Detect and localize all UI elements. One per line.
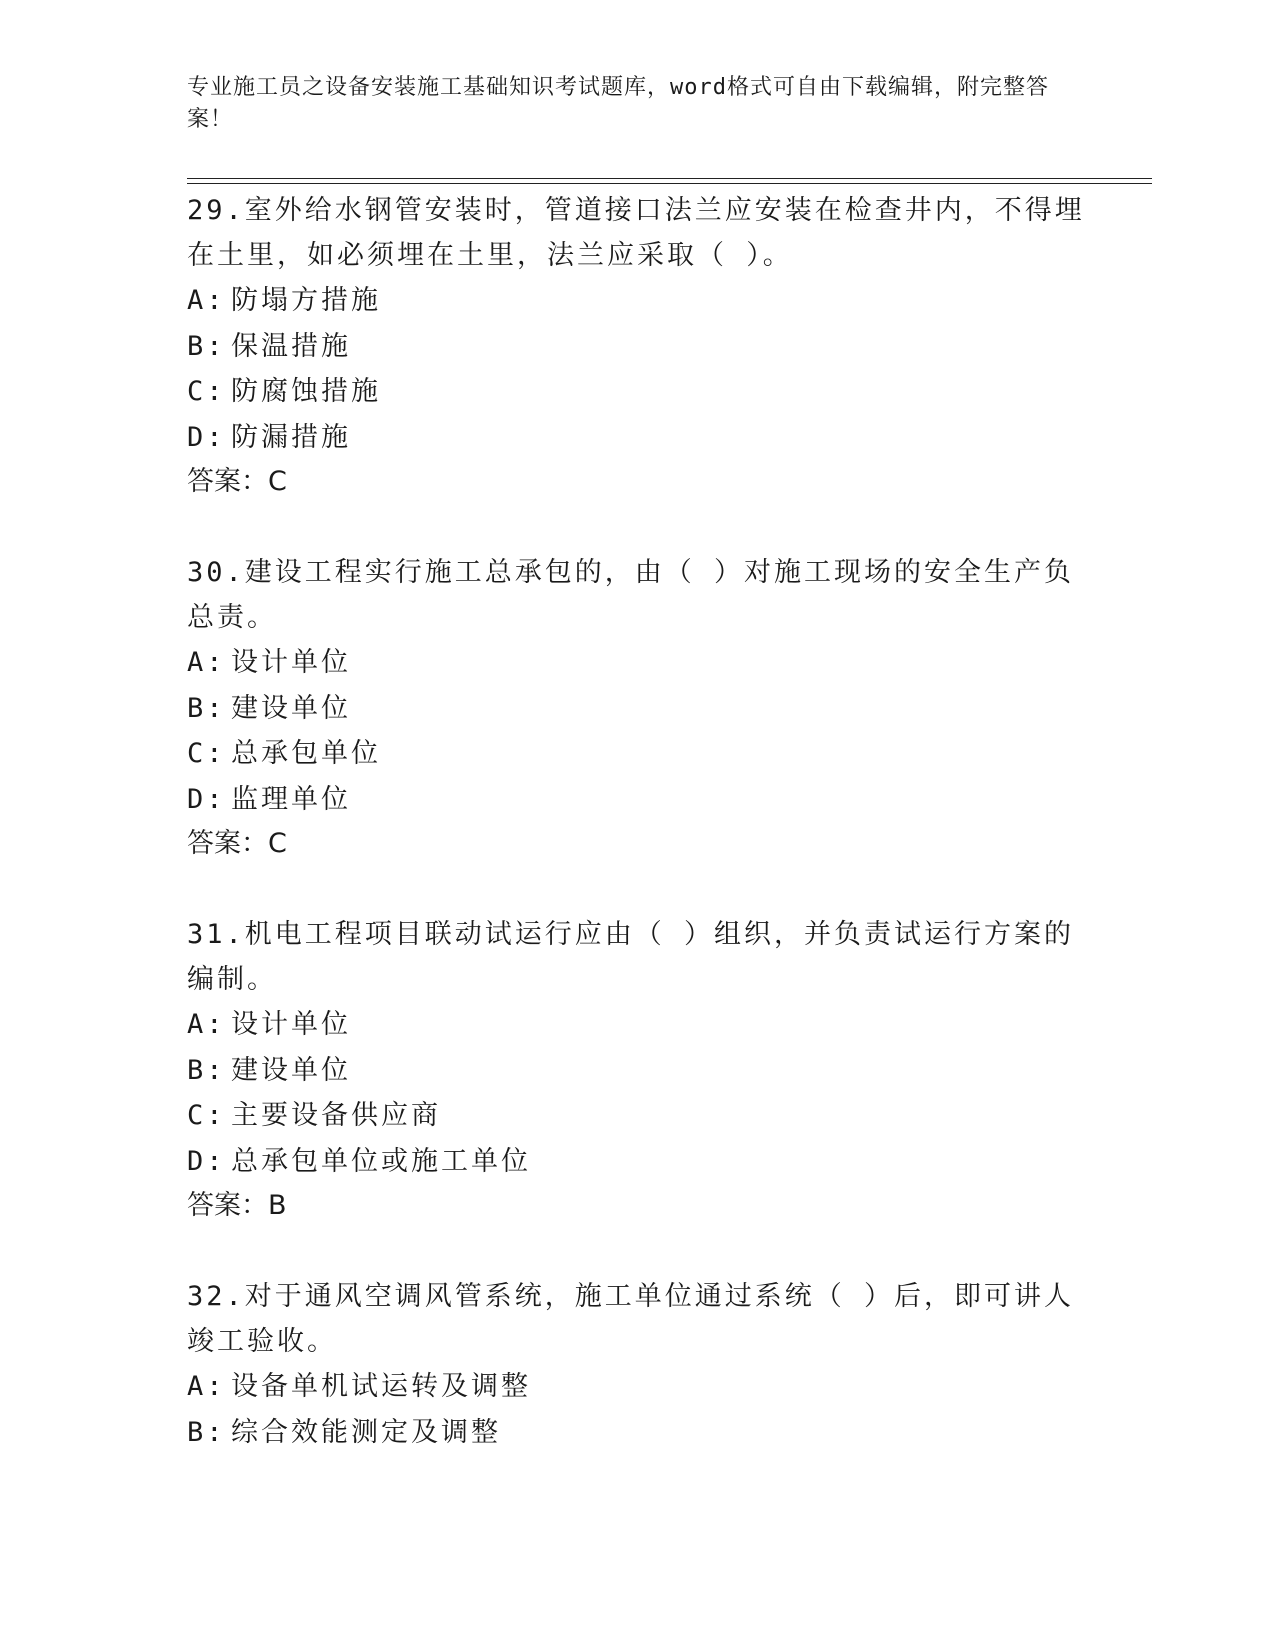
option-c (187, 369, 1087, 415)
question-text: 机电工程项目联动试运行应由（ ）组织，并负责试运行方案的编制。 (187, 919, 1075, 995)
option-key: B: (187, 1054, 226, 1086)
answer-line: 答案：B (187, 1190, 287, 1221)
answer-line: 答案：C (187, 828, 287, 859)
option-d (187, 415, 1087, 461)
option-key: A: (187, 285, 226, 316)
option-text: 总承包单位 (231, 738, 381, 769)
question-number: 32. (187, 1281, 245, 1312)
option-key: C: (187, 1100, 226, 1131)
option-key: A: (187, 1009, 226, 1040)
option-text: 总承包单位或施工单位 (231, 1145, 531, 1177)
option-text: 监理单位 (231, 783, 351, 815)
option-b (187, 324, 1087, 370)
option-text: 设计单位 (231, 1009, 351, 1040)
question-number: 30. (187, 557, 245, 588)
question-stem (187, 550, 1087, 640)
option-d (187, 777, 1087, 823)
option-d (187, 1139, 1087, 1185)
option-b (187, 1048, 1087, 1094)
option-key: B: (187, 1416, 226, 1448)
option-a (187, 640, 1087, 686)
option-text: 防塌方措施 (231, 285, 381, 316)
question-text: 室外给水钢管安装时，管道接口法兰应安装在检查井内，不得埋在土里，如必须埋在土里，法兰应采取（ ）。 (187, 195, 1085, 271)
answer-line: 答案：C (187, 466, 287, 497)
option-text: 设计单位 (231, 647, 351, 678)
question-stem (187, 188, 1087, 278)
option-b (187, 1410, 1087, 1456)
option-a (187, 278, 1087, 324)
header-divider-bottom (187, 183, 1152, 184)
option-text: 主要设备供应商 (231, 1100, 441, 1131)
option-key: C: (187, 376, 226, 407)
option-a (187, 1364, 1087, 1410)
question-32 (187, 1274, 1087, 1455)
question-30 (187, 550, 1087, 866)
option-key: C: (187, 738, 226, 769)
option-c (187, 731, 1087, 777)
question-29 (187, 188, 1087, 504)
option-a (187, 1002, 1087, 1048)
option-text: 建设单位 (231, 1054, 351, 1086)
option-text: 综合效能测定及调整 (231, 1416, 501, 1448)
option-b (187, 686, 1087, 732)
option-text: 设备单机试运转及调整 (231, 1371, 531, 1402)
option-text: 防腐蚀措施 (231, 376, 381, 407)
option-key: D: (187, 421, 226, 453)
option-text: 建设单位 (231, 692, 351, 724)
header-text: 专业施工员之设备安装施工基础知识考试题库，word格式可自由下载编辑，附完整答案！ (187, 75, 1049, 132)
header-divider-top (187, 178, 1152, 179)
option-key: B: (187, 330, 226, 362)
option-text: 保温措施 (231, 330, 351, 362)
question-stem (187, 1274, 1087, 1364)
option-c (187, 1093, 1087, 1139)
question-text: 对于通风空调风管系统，施工单位通过系统（ ）后，即可讲人竣工验收。 (187, 1281, 1075, 1357)
question-text: 建设工程实行施工总承包的，由（ ）对施工现场的安全生产负总责。 (187, 557, 1075, 633)
option-key: D: (187, 1145, 226, 1177)
option-key: B: (187, 692, 226, 724)
question-stem (187, 912, 1087, 1002)
option-key: D: (187, 783, 226, 815)
question-number: 31. (187, 919, 245, 950)
document-header (187, 72, 1067, 136)
option-key: A: (187, 647, 226, 678)
question-31 (187, 912, 1087, 1228)
option-text: 防漏措施 (231, 421, 351, 453)
question-list (187, 188, 1087, 1501)
option-key: A: (187, 1371, 226, 1402)
question-number: 29. (187, 195, 245, 226)
